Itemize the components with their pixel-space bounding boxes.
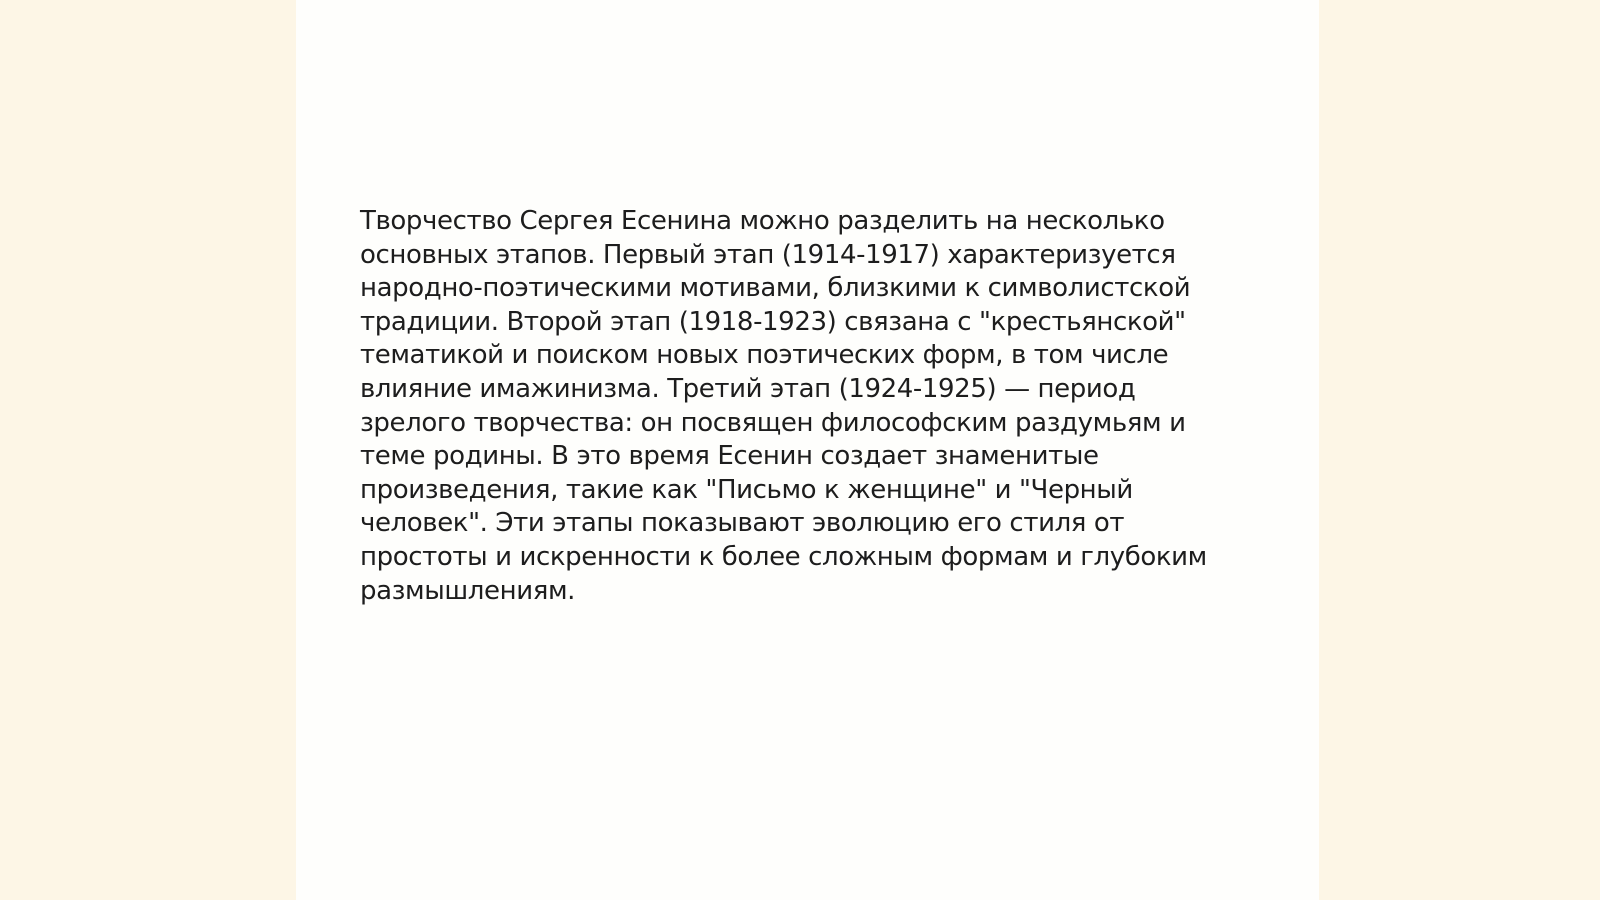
document-page — [296, 0, 1319, 900]
paragraph-line: простоты и искренности к более сложным формам и глубоким — [360, 541, 1207, 572]
body-paragraph — [360, 205, 1240, 608]
paragraph-line: размышлениям. — [360, 575, 576, 606]
paragraph-line: влияние имажинизма. Третий этап (1924-1925) — период — [360, 373, 1136, 404]
paragraph-line: теме родины. В это время Есенин создает знаменитые — [360, 441, 1099, 472]
paragraph-line: зрелого творчества: он посвящен философским раздумьям и — [360, 407, 1186, 438]
paragraph-line: народно-поэтическими мотивами, близкими к символистской — [360, 273, 1191, 304]
paragraph-line: традиции. Второй этап (1918-1923) связана с "крестьянской" — [360, 306, 1186, 337]
paragraph-line: человек". Эти этапы показывают эволюцию его стиля от — [360, 508, 1125, 539]
paragraph-line: тематикой и поиском новых поэтических форм, в том числе — [360, 340, 1169, 371]
paragraph-line: произведения, такие как "Письмо к женщине" и "Черный — [360, 474, 1133, 505]
paragraph-line: Творчество Сергея Есенина можно разделить на несколько — [360, 206, 1165, 236]
paragraph-line: основных этапов. Первый этап (1914-1917) характеризуется — [360, 239, 1176, 270]
